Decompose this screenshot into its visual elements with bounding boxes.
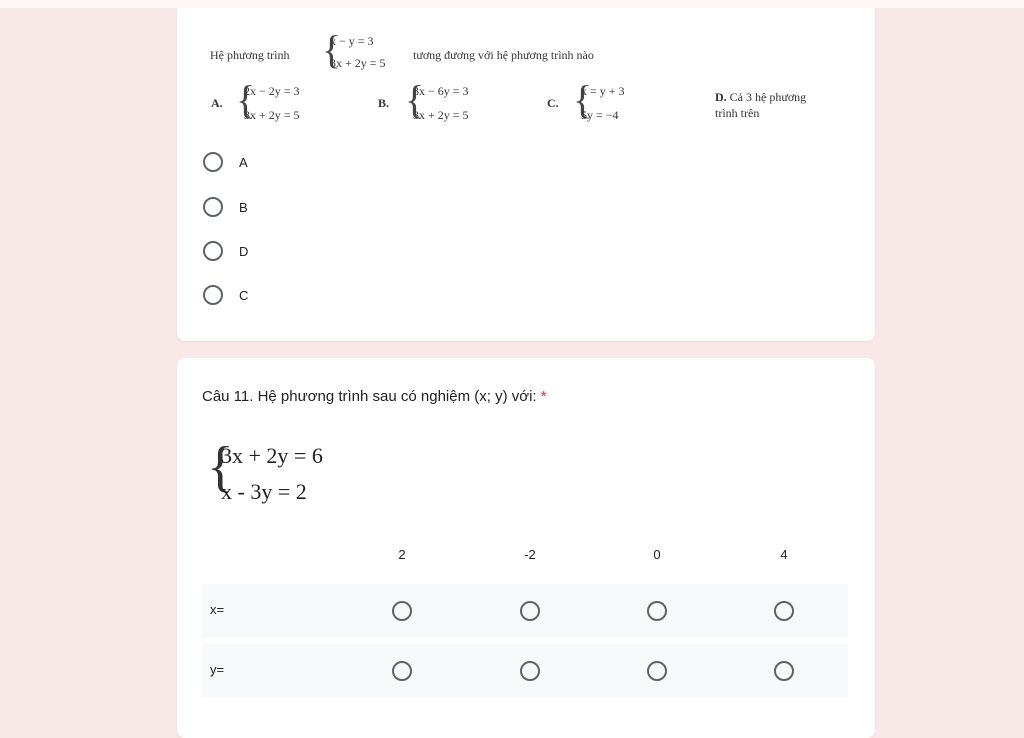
radio-button[interactable] <box>203 152 223 172</box>
grid-col-header: 0 <box>653 547 661 562</box>
choice-b-label: B. <box>378 96 390 110</box>
brace-icon: { <box>236 77 256 122</box>
option-b[interactable] <box>203 196 248 218</box>
q10-system <box>322 27 412 74</box>
choice-b-line-2: 3x + 2y = 5 <box>413 108 469 122</box>
grid-radio-y-minus2[interactable] <box>520 661 540 681</box>
choice-c-line-2: 5y = −4 <box>581 108 619 122</box>
q11-title <box>202 388 547 405</box>
grid-row-x <box>202 584 848 638</box>
q11-system-line-2: x - 3y = 2 <box>221 479 307 504</box>
q10-system-line-1: x − y = 3 <box>330 34 374 48</box>
grid-radio-x-minus2[interactable] <box>520 601 540 621</box>
q10-suffix: tương đương với hệ phương trình nào <box>413 48 594 62</box>
choice-c-label: C. <box>547 96 559 110</box>
grid-row-y <box>202 643 848 697</box>
option-a[interactable] <box>203 151 248 173</box>
q11-system-line-1: 3x + 2y = 6 <box>221 443 323 468</box>
choice-d <box>715 89 806 121</box>
radio-button[interactable] <box>203 285 223 305</box>
choice-a-system <box>236 77 331 128</box>
grid-radio-x-4[interactable] <box>774 601 794 621</box>
radio-button[interactable] <box>203 197 223 217</box>
choice-a-line-2: 3x + 2y = 5 <box>244 108 300 122</box>
brace-icon: { <box>207 436 234 498</box>
required-asterisk: * <box>540 388 547 405</box>
choice-d-label: D. <box>715 90 727 104</box>
choice-d-text-2: trình trên <box>715 106 760 120</box>
choice-a-label: A. <box>211 96 223 110</box>
grid-row-label: y= <box>210 662 225 677</box>
radio-button[interactable] <box>203 241 223 261</box>
choice-c-system <box>573 77 658 128</box>
grid-radio-x-2[interactable] <box>392 601 412 621</box>
brace-icon: { <box>322 27 342 72</box>
choice-c-line-1: x = y + 3 <box>581 84 625 98</box>
grid-radio-x-0[interactable] <box>647 601 667 621</box>
option-d-label: D <box>239 243 249 259</box>
q10-system-line-2: 3x + 2y = 5 <box>330 56 386 70</box>
grid-col-header: 2 <box>398 547 406 562</box>
option-a-label: A <box>239 154 248 170</box>
option-c-label: C <box>239 287 249 303</box>
option-c[interactable] <box>203 284 248 306</box>
grid-row-label: x= <box>210 602 225 617</box>
choice-b-system <box>405 77 500 128</box>
brace-icon: { <box>573 77 593 122</box>
grid-radio-y-0[interactable] <box>647 661 667 681</box>
grid-col-header: 4 <box>780 547 788 562</box>
choice-b-line-1: 3x − 6y = 3 <box>413 84 469 98</box>
q11-title-text: Câu 11. Hệ phương trình sau có nghiệm (x; y) với: <box>202 388 537 405</box>
choice-a-line-1: 2x − 2y = 3 <box>244 84 300 98</box>
grid-col-header: -2 <box>524 547 536 562</box>
choice-d-text-1: Cả 3 hệ phương <box>729 90 807 104</box>
grid-radio-y-2[interactable] <box>392 661 412 681</box>
brace-icon: { <box>405 77 425 122</box>
option-b-label: B <box>239 199 248 215</box>
option-d[interactable] <box>203 240 248 262</box>
q10-intro: Hệ phương trình <box>210 48 290 62</box>
grid-radio-y-4[interactable] <box>774 661 794 681</box>
